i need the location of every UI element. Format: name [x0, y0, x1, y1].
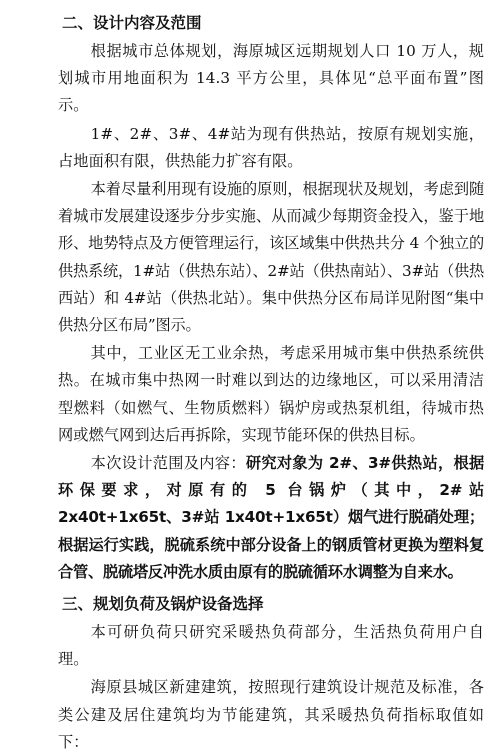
paragraph-existing-stations: 1#、2#、3#、4#站为现有供热站，按原有规划实施，占地面积有限，供热能力扩容有限。	[58, 124, 484, 170]
paragraph-heating-systems: 本着尽量利用现有设施的原则，根据现状及规划，考虑到随着城市发展建设逐步分步实施、从而减少每期资金投入，鉴于地形、地势特点及方便管理运行，该区域集中供热共分 4 个独立的供热系统，1#站（供热东站）、2#站（供热南站）、3#站（供热西站）和 4#站（供热北站）。集中供热分区布局详见附图“集中供热分区布局”图示。	[58, 180, 484, 335]
scope-intro-text: 本次设计范围及内容：	[90, 454, 246, 473]
section-heading-load-boiler: 三、规划负荷及锅炉设备选择	[62, 595, 264, 614]
paragraph-planning: 根据城市总体规划，海原城区远期规划人口 10 万人，规划城市用地面积为 14.3 平方公里，具体见“总平面布置”图示。	[58, 42, 484, 115]
paragraph-industrial-area: 其中，工业区无工业余热，考虑采用城市集中供热系统供热。在城市集中热网一时难以到达的边缘地区，可以采用清洁型燃料（如燃气、生物质燃料）锅炉房或热泵机组，待城市热网或燃气网到达后再拆除，实现节能环保的供热目标。	[58, 344, 484, 444]
section-heading-design-scope: 二、设计内容及范围	[62, 14, 202, 32]
paragraph-heating-load: 本可研负荷只研究采暖热负荷部分，生活热负荷用户自理。	[58, 623, 484, 669]
paragraph-design-scope	[58, 450, 484, 586]
scope-bold-text: 研究对象为 2#、3#供热站，根据环保要求，对原有的 5 台锅炉（其中，2#站 2x40t+1x65t、3#站 1x40t+1x65t）烟气进行脱硝处理；根据运行实践，脱硫系统中部分设备上的钢质管材更换为塑料复合管、脱硫塔反冲洗水质由原有的脱硫循环水调整为自来水。	[58, 454, 484, 581]
paragraph-new-buildings: 海原县城区新建建筑，按照现行建筑设计规范及标准，各类公建及居住建筑均为节能建筑，其采暖热负荷指标取值如下：	[58, 678, 484, 751]
